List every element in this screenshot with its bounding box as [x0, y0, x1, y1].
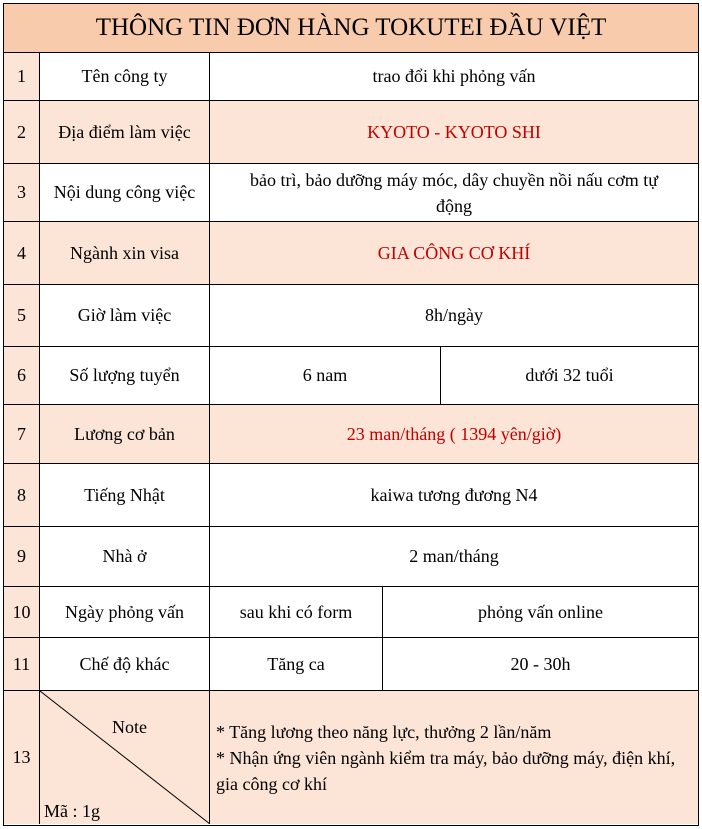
row-label: Chế độ khác [40, 638, 210, 690]
row-label: Nội dung công việc [40, 164, 210, 221]
row-number: 8 [4, 464, 40, 526]
row-label: Nhà ở [40, 527, 210, 586]
note-code: Mã : 1g [44, 801, 100, 821]
row-value: GIA CÔNG CƠ KHÍ [377, 242, 531, 263]
table-title: THÔNG TIN ĐƠN HÀNG TOKUTEI ĐẦU VIỆT [4, 4, 698, 53]
table-row [4, 638, 698, 691]
row-label: Ngành xin visa [40, 222, 210, 284]
row-number: 9 [4, 527, 40, 586]
table-row [4, 222, 698, 285]
table-row [4, 347, 698, 405]
row-label: Lương cơ bản [40, 405, 210, 463]
row-value: KYOTO - KYOTO SHI [367, 121, 541, 142]
table-row [4, 464, 698, 527]
row-value: trao đổi khi phỏng vấn [372, 66, 536, 86]
table-row [4, 285, 698, 347]
row-number: 5 [4, 285, 40, 346]
row-number: 13 [4, 691, 40, 824]
note-label: Note [112, 717, 147, 737]
row-value-a: sau khi có form [210, 587, 383, 637]
row-number: 2 [4, 101, 40, 163]
note-label-cell [40, 691, 210, 824]
note-row [4, 691, 698, 824]
row-label: Số lượng tuyển [40, 347, 210, 404]
note-line: * Tăng lương theo năng lực, thưởng 2 lần/năm [216, 721, 552, 742]
row-label: Địa điểm làm việc [40, 101, 210, 163]
row-number: 11 [4, 638, 40, 690]
row-value-b: 20 - 30h [510, 653, 571, 674]
row-number: 3 [4, 164, 40, 221]
row-label: Tên công ty [40, 53, 210, 100]
row-value: 2 man/tháng [409, 546, 499, 566]
row-value: 8h/ngày [425, 305, 483, 325]
note-text [210, 691, 698, 824]
row-value-a: 6 nam [210, 347, 441, 404]
row-value-b: dưới 32 tuổi [525, 365, 614, 385]
table-row [4, 587, 698, 638]
row-number: 7 [4, 405, 40, 463]
table-row [4, 101, 698, 164]
row-value-b: phỏng vấn online [478, 601, 603, 622]
row-value: bảo trì, bảo dưỡng máy móc, dây chuyền nồi nấu cơm tự động [250, 169, 658, 216]
row-number: 6 [4, 347, 40, 404]
row-number: 4 [4, 222, 40, 284]
table-row [4, 527, 698, 587]
row-value: 23 man/tháng ( 1394 yên/giờ) [346, 423, 562, 444]
table-row [4, 164, 698, 222]
row-number: 10 [4, 587, 40, 637]
row-value: kaiwa tương đương N4 [370, 484, 538, 505]
table-row [4, 405, 698, 464]
row-label: Giờ làm việc [40, 285, 210, 346]
row-label: Tiếng Nhật [40, 464, 210, 526]
order-info-table [3, 3, 699, 826]
row-value-a: Tăng ca [210, 638, 383, 690]
table-row [4, 53, 698, 101]
row-number: 1 [4, 53, 40, 100]
row-label: Ngày phỏng vấn [40, 587, 210, 637]
note-line: * Nhận ứng viên ngành kiểm tra máy, bảo dưỡng máy, điện khí, gia công cơ khí [216, 747, 676, 794]
